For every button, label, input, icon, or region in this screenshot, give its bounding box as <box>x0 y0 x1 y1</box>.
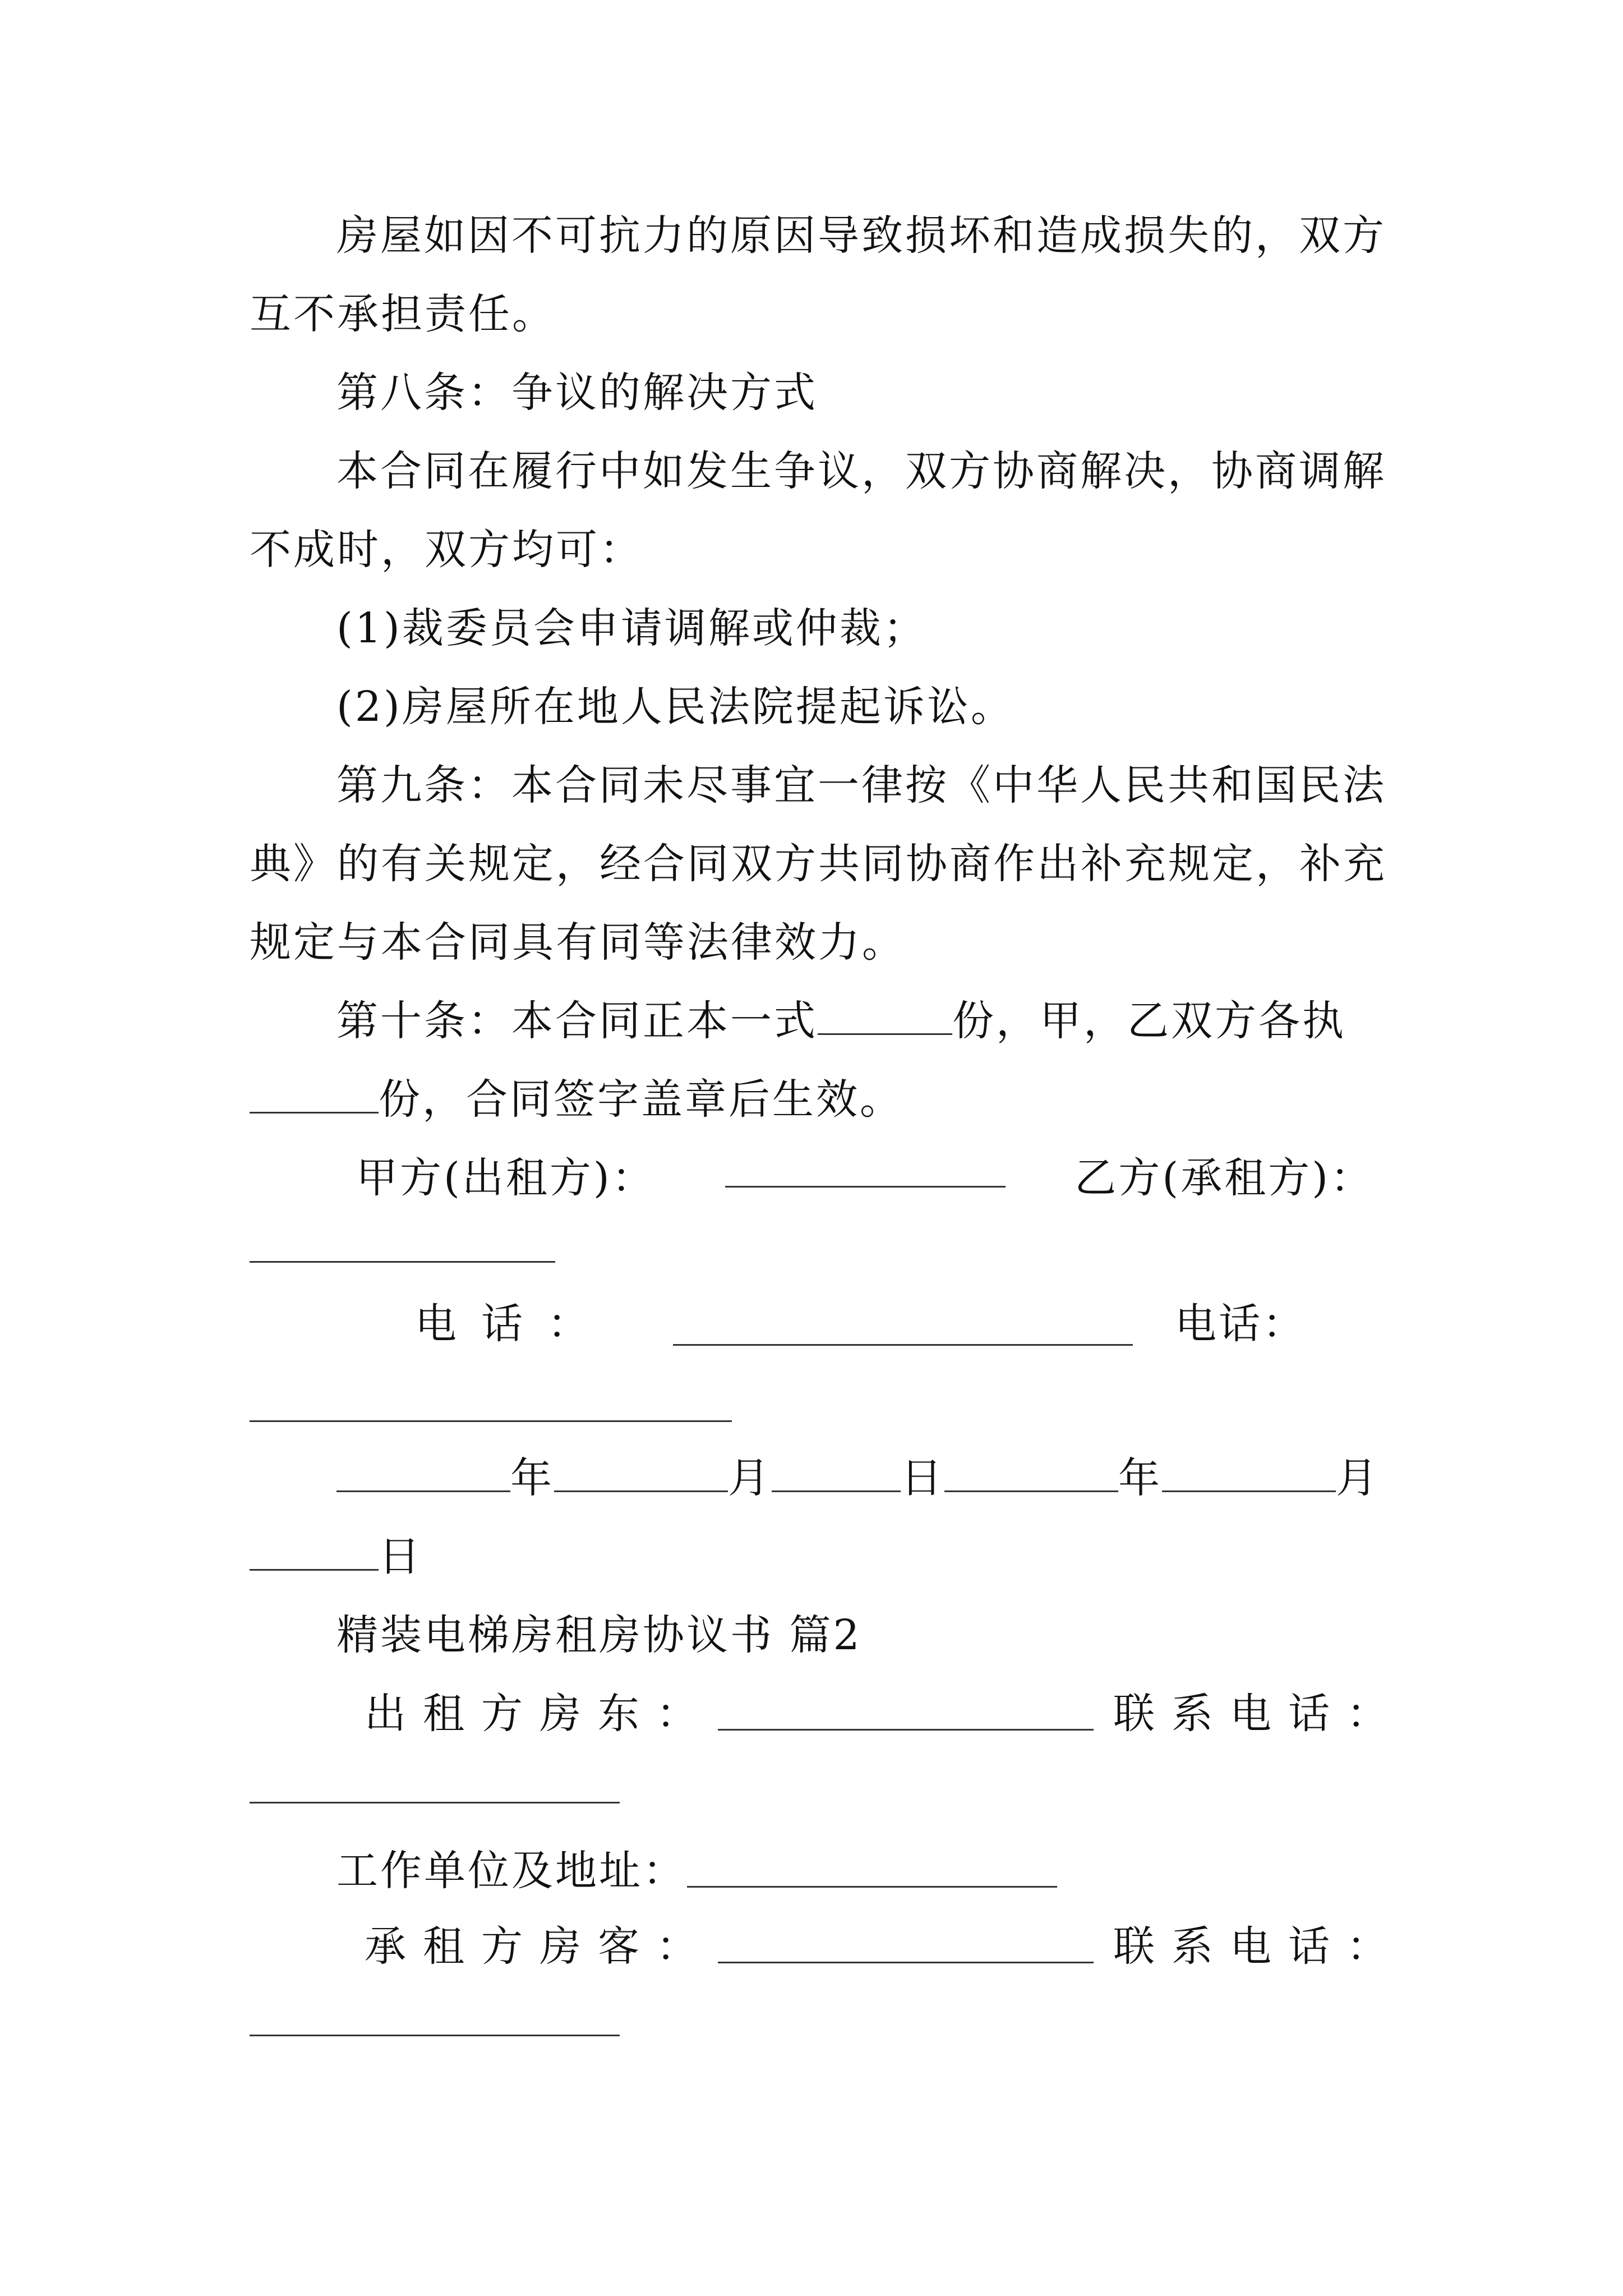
day-blank[interactable] <box>250 1533 379 1571</box>
phone-blank-a[interactable] <box>673 1344 1133 1346</box>
paragraph-line: 典》的有关规定，经合同双方共同协商作出补充规定，补充 <box>250 840 1387 888</box>
year-blank[interactable] <box>336 1455 510 1492</box>
paragraph-line: 不成时，双方均可： <box>250 526 643 574</box>
year-blank[interactable] <box>944 1455 1118 1492</box>
date-row <box>336 1450 1380 1506</box>
phone-blank-b[interactable] <box>250 1420 732 1422</box>
paragraph-line: 本合同在履行中如发生争议，双方协商解决，协商调解 <box>336 447 1386 495</box>
list-item: (2)房屋所在地人民法院提起诉讼。 <box>336 683 1015 731</box>
article-8-title: 第八条：争议的解决方式 <box>336 369 818 417</box>
landlord-phone-blank[interactable] <box>250 1802 620 1803</box>
paragraph-line <box>336 993 1346 1049</box>
copies-each-blank[interactable] <box>250 1076 379 1114</box>
employer-blank[interactable] <box>687 1886 1057 1888</box>
contact-phone-label: 联系电话： <box>1113 1690 1405 1738</box>
party-a-label: 甲方(出租方)： <box>356 1154 656 1202</box>
contact-phone-label: 联系电话： <box>1113 1922 1405 1971</box>
tenant-label: 承租方房客： <box>365 1922 714 1971</box>
month-blank[interactable] <box>554 1455 728 1492</box>
paragraph-line: 规定与本合同具有同等法律效力。 <box>250 918 906 967</box>
month-label: 月 <box>1336 1454 1380 1502</box>
paragraph-line: 第九条：本合同未尽事宜一律按《中华人民共和国民法 <box>336 761 1386 809</box>
paragraph-line: 房屋如因不可抗力的原因导致损坏和造成损失的，双方 <box>336 211 1386 260</box>
month-label: 月 <box>728 1454 772 1502</box>
article-10-text: 份，甲，乙双方各执 <box>952 997 1346 1045</box>
day-label: 日 <box>379 1533 422 1581</box>
day-label: 日 <box>901 1454 944 1502</box>
month-blank[interactable] <box>1162 1455 1336 1492</box>
employer-label: 工作单位及地址： <box>336 1847 686 1895</box>
list-item: (1)裁委员会申请调解或仲裁； <box>336 604 927 652</box>
paragraph-line: 互不承担责任。 <box>250 290 556 338</box>
copies-blank[interactable] <box>818 997 952 1035</box>
phone-label-b: 电话： <box>1175 1300 1306 1348</box>
landlord-label: 出租方房东： <box>365 1690 714 1738</box>
day-blank[interactable] <box>772 1455 901 1492</box>
date-row-continued <box>250 1529 422 1585</box>
landlord-blank[interactable] <box>718 1729 1094 1731</box>
party-a-blank[interactable] <box>725 1150 1006 1188</box>
section-2-title: 精装电梯房租房协议书 篇2 <box>336 1611 862 1659</box>
party-b-blank[interactable] <box>250 1261 555 1263</box>
party-b-label: 乙方(承租方)： <box>1075 1154 1374 1202</box>
tenant-blank[interactable] <box>718 1962 1094 1963</box>
tenant-phone-blank[interactable] <box>250 2035 620 2036</box>
signature-row <box>356 1150 1374 1206</box>
paragraph-line <box>250 1071 903 1128</box>
article-10-text: 第十条：本合同正本一式 <box>336 997 818 1045</box>
year-label: 年 <box>510 1454 554 1502</box>
year-label: 年 <box>1118 1454 1162 1502</box>
phone-label: 电话： <box>415 1300 614 1348</box>
article-10-text: 份，合同签字盖章后生效。 <box>379 1075 903 1124</box>
